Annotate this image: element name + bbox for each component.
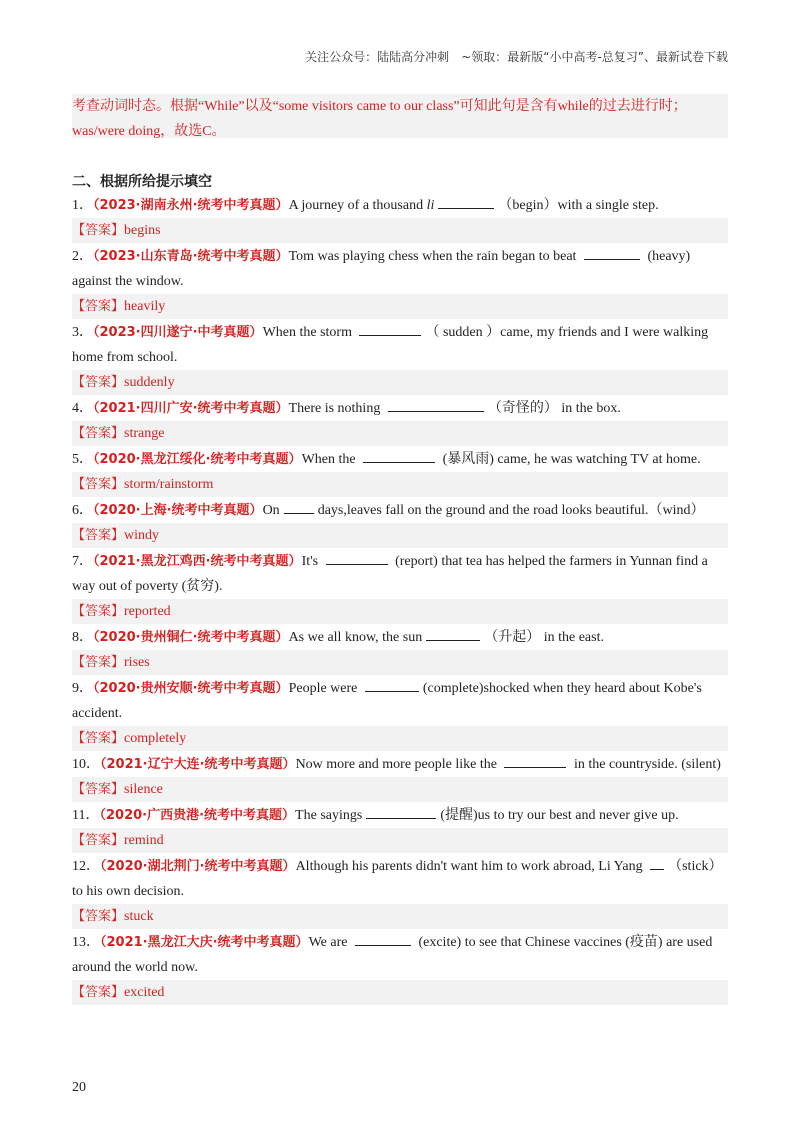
answer-line: [72, 828, 728, 853]
answer-tag: 【答案】: [72, 426, 125, 441]
answer-blank: [438, 194, 494, 209]
question-text-before: We are: [308, 935, 351, 950]
question-source: （2020·贵州铜仁·统考中考真题）: [93, 630, 289, 645]
answer-value: suddenly: [124, 375, 175, 390]
question-item: [72, 930, 728, 980]
answer-tag: 【答案】: [72, 528, 125, 543]
explanation-line: was/were doing，故选C。: [72, 124, 226, 139]
question-text-after: (暴风雨) came, he was watching TV at home.: [439, 452, 701, 467]
question-text-after: （升起） in the east.: [484, 630, 604, 645]
question-text-before: As we all know, the sun: [288, 630, 423, 645]
question-number: 11．: [72, 808, 100, 823]
question-text-before: It's: [301, 554, 322, 569]
question-source: （2021·黑龙江大庆·统考中考真题）: [100, 935, 309, 950]
answer-line: [72, 650, 728, 675]
question-source: （2020·广西贵港·统考中考真题）: [99, 808, 296, 823]
answer-line: [72, 421, 728, 446]
page-header: 关注公众号：陆陆高分冲刺 ~领取：最新版“小中高考-总复习”、最新试卷下载: [305, 50, 728, 64]
question-source: （2020·上海·统考中考真题）: [93, 503, 263, 518]
answer-line: [72, 472, 728, 497]
question-item: [72, 244, 728, 294]
question-text-after: (提醒)us to try our best and never give up.: [440, 808, 679, 823]
question-text-before: When the: [301, 452, 360, 467]
answer-value: strange: [124, 426, 165, 441]
question-text-before: A journey of a thousand: [288, 198, 427, 213]
answer-value: windy: [124, 528, 160, 543]
answer-tag: 【答案】: [72, 833, 125, 848]
question-source: （2021·辽宁大连·统考中考真题）: [100, 757, 296, 772]
question-source: （2020·黑龙江绥化·统考中考真题）: [93, 452, 302, 467]
answer-blank: [359, 321, 421, 336]
answer-blank: [584, 245, 640, 260]
question-number: 10．: [72, 757, 100, 772]
answer-value: storm/rainstorm: [124, 477, 214, 492]
question-item: [72, 676, 728, 726]
question-number: 1．: [72, 198, 93, 213]
answer-blank: [355, 931, 411, 946]
question-text-after: （ sudden ）came, my friends and I were walking home from school.: [72, 325, 709, 365]
answer-blank: [504, 753, 566, 768]
answer-blank: [363, 448, 435, 463]
question-text-after: (heavy) against the window.: [72, 249, 691, 289]
question-item: [72, 854, 728, 904]
question-text-before: Tom was playing chess when the rain began to beat: [288, 249, 580, 264]
answer-line: [72, 904, 728, 929]
question-number: 6．: [72, 503, 93, 518]
answer-blank: [326, 550, 388, 565]
question-italic-term: li: [426, 198, 435, 213]
answer-line: [72, 294, 728, 319]
question-item: [72, 396, 728, 421]
question-number: 8．: [72, 630, 93, 645]
explanation-line: 考查动词时态。根据“While”以及“some visitors came to our class”可知此句是含有while的过去进行时；: [72, 99, 687, 114]
question-source: （2021·四川广安·统考中考真题）: [93, 401, 289, 416]
question-number: 7．: [72, 554, 93, 569]
question-item: [72, 549, 728, 599]
answer-line: [72, 599, 728, 624]
answer-value: heavily: [124, 299, 166, 314]
answer-blank: [284, 499, 314, 514]
answer-line: [72, 726, 728, 751]
question-text-after: (excite) to see that Chinese vaccines (疫苗) are used around the world now.: [72, 935, 713, 975]
question-item: [72, 447, 728, 472]
question-source: （2021·黑龙江鸡西·统考中考真题）: [93, 554, 302, 569]
question-text-after: (report) that tea has helped the farmers in Yunnan find a way out of poverty (贫穷).: [72, 554, 708, 594]
answer-value: reported: [124, 604, 171, 619]
answer-line: [72, 523, 728, 548]
question-source: （2023·四川遂宁·中考真题）: [93, 325, 263, 340]
answer-tag: 【答案】: [72, 655, 125, 670]
answer-line: [72, 777, 728, 802]
question-text-after: in the countryside. (silent): [570, 757, 721, 772]
answer-tag: 【答案】: [72, 731, 125, 746]
question-text-before: Now more and more people like the: [295, 757, 501, 772]
answer-value: silence: [124, 782, 163, 797]
answer-blank: [388, 397, 484, 412]
answer-tag: 【答案】: [72, 604, 125, 619]
question-source: （2023·山东青岛·统考中考真题）: [93, 249, 289, 264]
question-text-before: People were: [288, 681, 361, 696]
question-text-after: (complete)shocked when they heard about Kobe's accident.: [72, 681, 702, 721]
question-number: 12．: [72, 859, 100, 874]
question-number: 9．: [72, 681, 93, 696]
question-text-before: When the storm: [262, 325, 356, 340]
answer-value: excited: [124, 985, 165, 1000]
question-text-after: （begin）with a single step.: [498, 198, 659, 213]
section-title: 二、根据所给提示填空: [72, 174, 212, 190]
answer-blank: [650, 855, 664, 870]
question-number: 5．: [72, 452, 93, 467]
question-item: [72, 193, 728, 218]
question-text-before: The sayings: [295, 808, 363, 823]
page-number: 20: [72, 1080, 86, 1095]
question-source: （2023·湖南永州·统考中考真题）: [93, 198, 289, 213]
answer-tag: 【答案】: [72, 477, 125, 492]
question-item: [72, 625, 728, 650]
answer-line: [72, 218, 728, 243]
question-item: [72, 498, 728, 523]
explanation-box: [72, 94, 728, 138]
question-number: 3．: [72, 325, 93, 340]
question-text-after: days,leaves fall on the ground and the road looks beautiful.（wind）: [317, 503, 705, 518]
question-text-after: （奇怪的） in the box.: [487, 401, 621, 416]
question-text-before: There is nothing: [288, 401, 384, 416]
question-item: [72, 803, 728, 828]
question-item: [72, 752, 728, 777]
question-number: 2．: [72, 249, 93, 264]
question-source: （2020·湖北荆门·统考中考真题）: [100, 859, 296, 874]
answer-line: [72, 980, 728, 1005]
answer-blank: [365, 677, 419, 692]
answer-tag: 【答案】: [72, 223, 125, 238]
answer-tag: 【答案】: [72, 375, 125, 390]
answer-line: [72, 370, 728, 395]
question-source: （2020·贵州安顺·统考中考真题）: [93, 681, 289, 696]
question-list: [72, 193, 728, 1006]
answer-tag: 【答案】: [72, 909, 125, 924]
answer-blank: [366, 804, 436, 819]
answer-tag: 【答案】: [72, 985, 125, 1000]
answer-value: begins: [124, 223, 161, 238]
question-text-before: Although his parents didn't want him to work abroad, Li Yang: [295, 859, 647, 874]
question-text-after: （stick）to his own decision.: [72, 859, 723, 899]
question-text-before: On: [262, 503, 280, 518]
answer-tag: 【答案】: [72, 299, 125, 314]
question-number: 13．: [72, 935, 100, 950]
answer-value: remind: [124, 833, 164, 848]
answer-value: rises: [124, 655, 150, 670]
question-item: [72, 320, 728, 370]
answer-value: stuck: [124, 909, 154, 924]
answer-tag: 【答案】: [72, 782, 125, 797]
answer-value: completely: [124, 731, 187, 746]
answer-blank: [426, 626, 480, 641]
question-number: 4．: [72, 401, 93, 416]
